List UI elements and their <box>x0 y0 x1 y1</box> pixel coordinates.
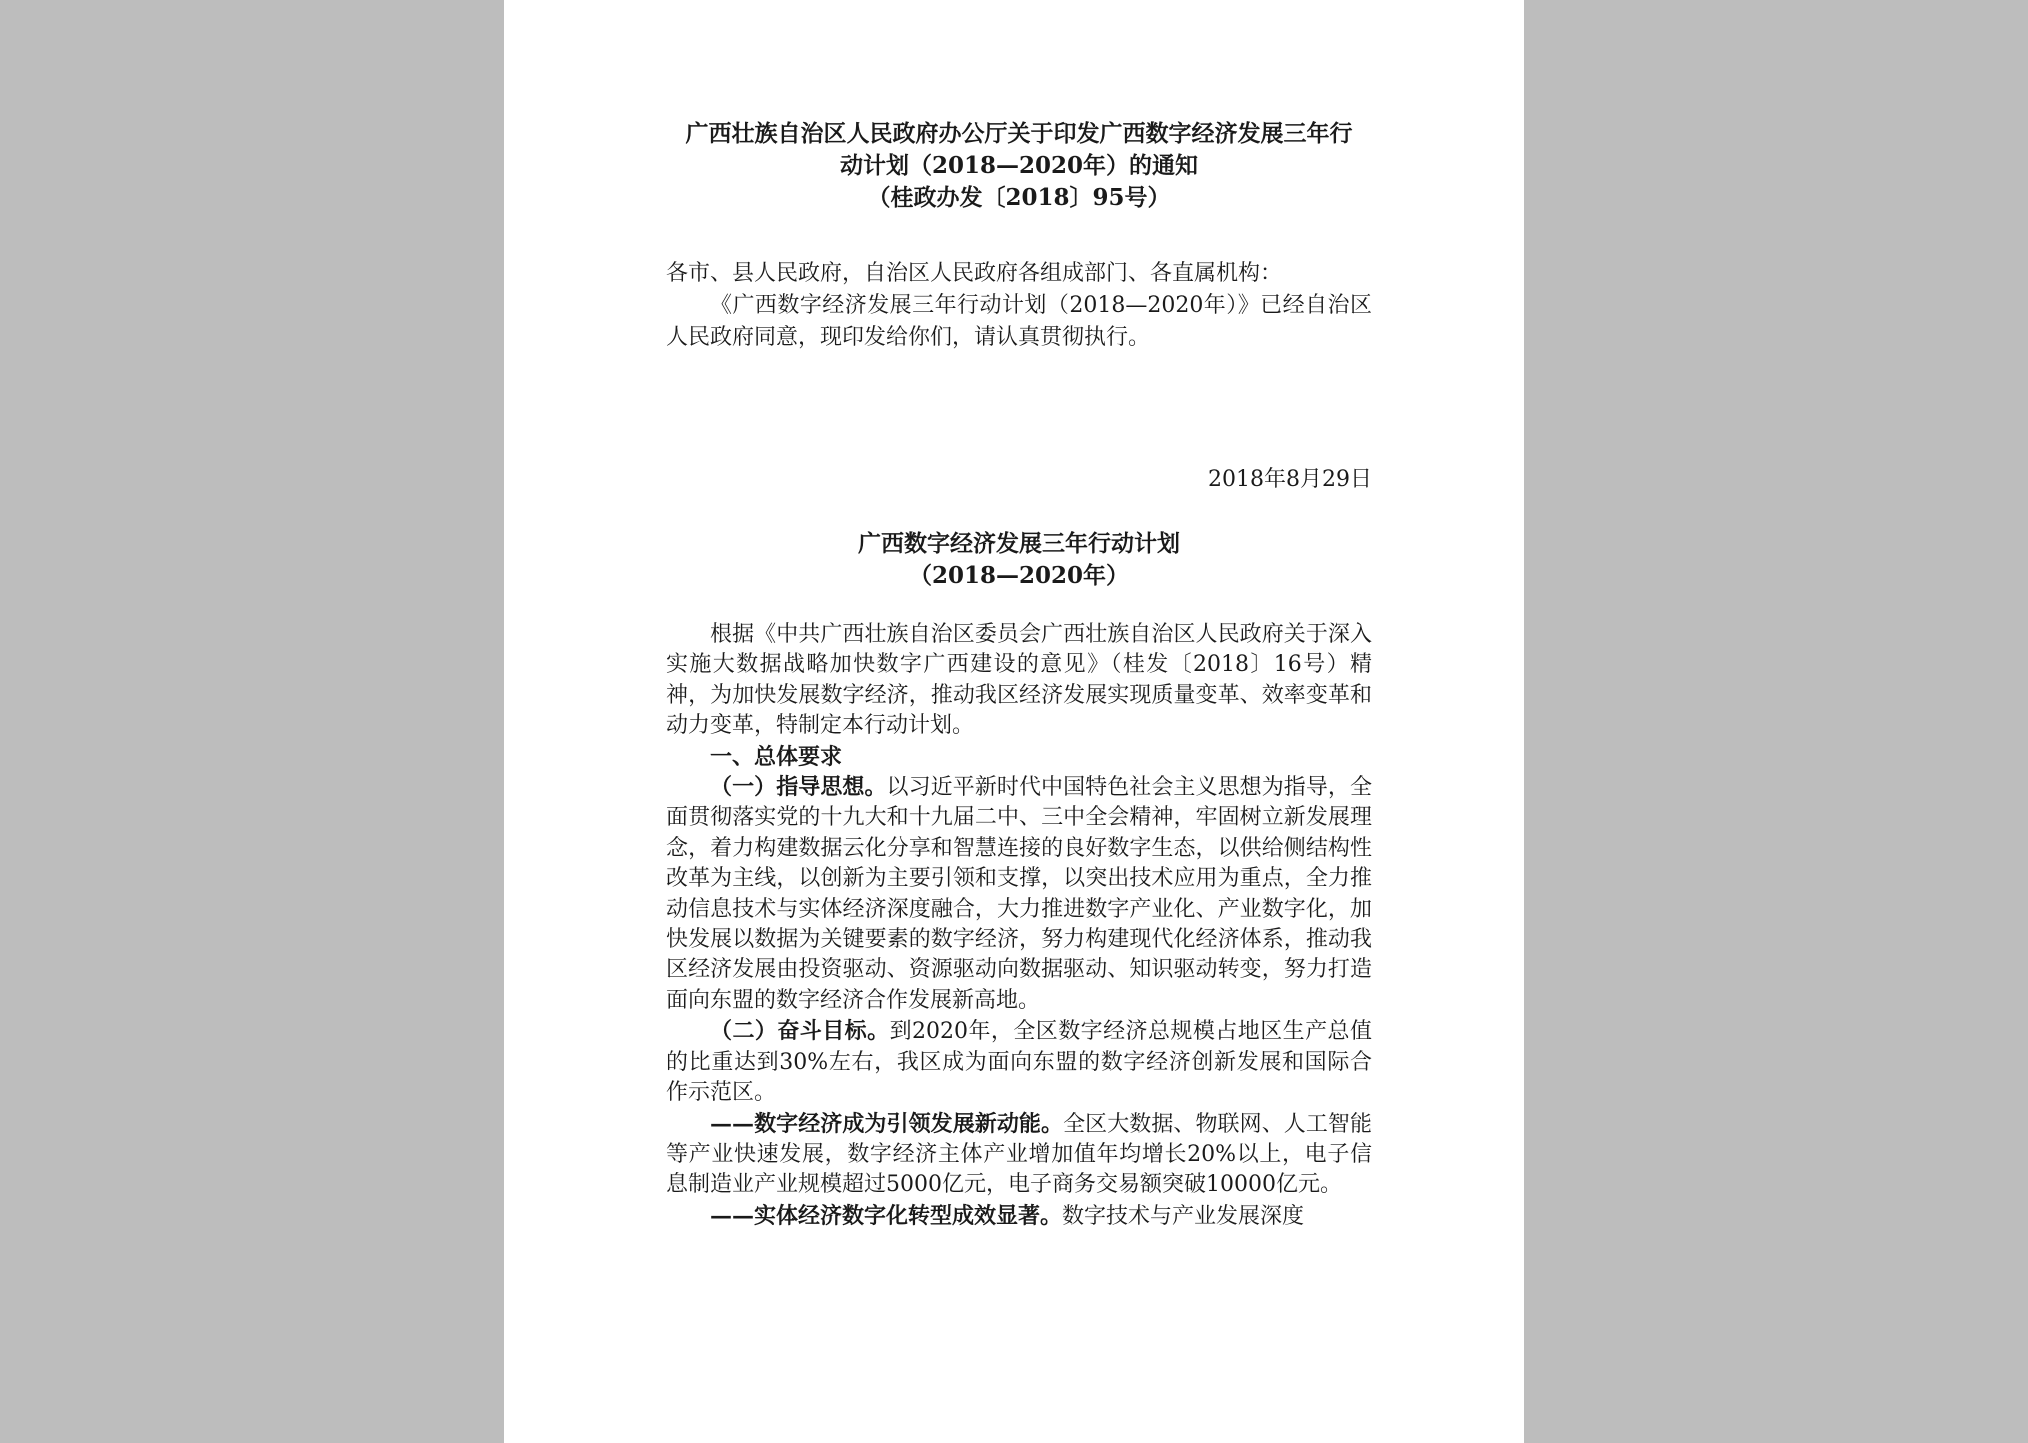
plan-intro: 根据《中共广西壮族自治区委员会广西壮族自治区人民政府关于深入实施大数据战略加快数字广西建设的意见》（桂发〔2018〕16号）精神，为加快发展数字经济，推动我区经济发展实现质量变革、效率变革和动力变革，特制定本行动计划。 <box>666 622 1372 739</box>
notice-body: 《广西数字经济发展三年行动计划（2018—2020年）》已经自治区人民政府同意，现印发给你们，请认真贯彻执行。 <box>666 293 1372 350</box>
plan-title-block <box>666 528 1372 592</box>
notice-title-line2: 动计划（2018—2020年）的通知 <box>839 152 1199 179</box>
goal-text: 到2020年，全区数字经济总规模占地区生产总值的比重达到30%左右，我区成为面向东盟的数字经济创新发展和国际合作示范区。 <box>666 1019 1372 1106</box>
plan-title: 广西数字经济发展三年行动计划 <box>858 530 1180 557</box>
section-heading: 一、总体要求 <box>710 743 843 770</box>
document-page <box>504 0 1524 1443</box>
goal2-label: ——实体经济数字化转型成效显著。 <box>710 1202 1063 1229</box>
guide-paragraph <box>666 772 1372 1016</box>
notice-date: 2018年8月29日 <box>1208 467 1372 492</box>
notice-recipients: 各市、县人民政府，自治区人民政府各组成部门、各直属机构： <box>666 261 1283 286</box>
plan-body <box>666 620 1372 1232</box>
notice-title <box>666 118 1372 214</box>
goal2-text: 数字技术与产业发展深度 <box>1062 1203 1305 1229</box>
plan-subtitle: （2018—2020年） <box>908 562 1130 589</box>
goal1-label: ——数字经济成为引领发展新动能。 <box>710 1110 1064 1137</box>
guide-label: （一）指导思想。 <box>710 774 887 801</box>
notice-title-line1: 广西壮族自治区人民政府办公厅关于印发广西数字经济发展三年行 <box>685 120 1353 147</box>
document-content <box>666 118 1372 1229</box>
goal1-paragraph <box>666 1109 1372 1201</box>
goal-paragraph <box>666 1016 1372 1108</box>
goal-label: （二）奋斗目标。 <box>710 1018 890 1045</box>
guide-text: 以习近平新时代中国特色社会主义思想为指导，全面贯彻落实党的十九大和十九届二中、三中全会精神，牢固树立新发展理念，着力构建数据云化分享和智慧连接的良好数字生态，以供给侧结构性改革为主线，以创新为主要引领和支撑，以突出技术应用为重点，全力推动信息技术与实体经济深度融合，大力推进数字产业化、产业数字化，加快发展以数据为关键要素的数字经济，努力构建现代化经济体系，推动我区经济发展由投资驱动、资源驱动向数据驱动、知识驱动转变，努力打造面向东盟的数字经济合作发展新高地。 <box>666 775 1372 1013</box>
goal2-paragraph <box>666 1201 1372 1232</box>
goal1-text: 全区大数据、物联网、人工智能等产业快速发展，数字经济主体产业增加值年均增长20%以上，电子信息制造业产业规模超过5000亿元，电子商务交易额突破10000亿元。 <box>666 1111 1372 1198</box>
notice-doc-number: （桂政办发〔2018〕95号） <box>867 184 1171 211</box>
